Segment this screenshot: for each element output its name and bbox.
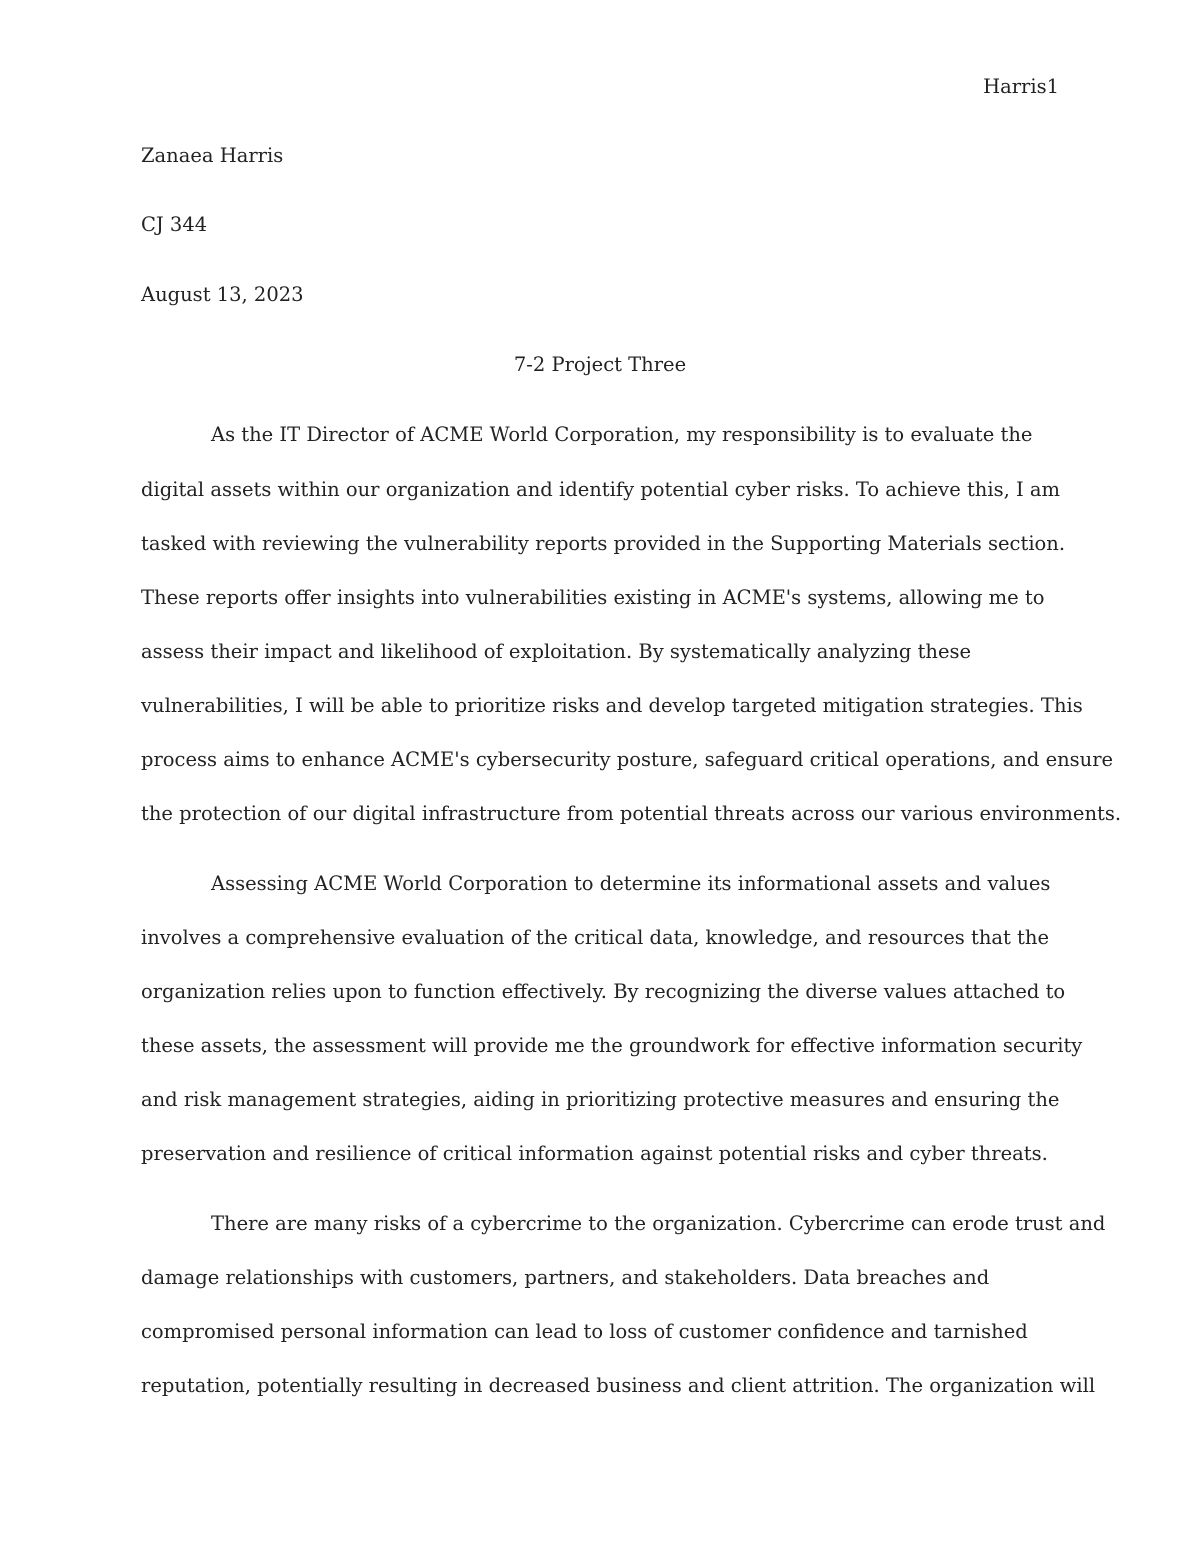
paragraph-line: There are many risks of a cybercrime to the organization. Cybercrime can erode trust and bbox=[211, 1212, 1106, 1235]
paragraph-line: digital assets within our organization and identify potential cyber risks. To achieve this, I am bbox=[141, 478, 1060, 501]
paragraph-line: These reports offer insights into vulnerabilities existing in ACME's systems, allowing me to bbox=[141, 586, 1045, 609]
paragraph-line: As the IT Director of ACME World Corporation, my responsibility is to evaluate the bbox=[211, 423, 1033, 446]
paragraph-line: vulnerabilities, I will be able to prioritize risks and develop targeted mitigation strategies. This bbox=[141, 694, 1083, 717]
paragraph-line: the protection of our digital infrastructure from potential threats across our various environments. bbox=[141, 802, 1122, 825]
submission-date: August 13, 2023 bbox=[141, 283, 304, 306]
course-code: CJ 344 bbox=[141, 213, 208, 236]
paragraph-line: organization relies upon to function effectively. By recognizing the diverse values attached to bbox=[141, 980, 1066, 1003]
paragraph-line: damage relationships with customers, partners, and stakeholders. Data breaches and bbox=[141, 1266, 990, 1289]
paragraph-line: involves a comprehensive evaluation of the critical data, knowledge, and resources that the bbox=[141, 926, 1049, 949]
paragraph-line: reputation, potentially resulting in decreased business and client attrition. The organization will bbox=[141, 1374, 1096, 1397]
paragraph-line: these assets, the assessment will provide me the groundwork for effective information security bbox=[141, 1034, 1083, 1057]
paragraph-line: assess their impact and likelihood of exploitation. By systematically analyzing these bbox=[141, 640, 972, 663]
paper-title: 7-2 Project Three bbox=[513, 353, 687, 376]
paragraph-line: Assessing ACME World Corporation to determine its informational assets and values bbox=[211, 872, 1051, 895]
paragraph-line: process aims to enhance ACME's cybersecurity posture, safeguard critical operations, and ensure bbox=[141, 748, 1114, 771]
paragraph-line: preservation and resilience of critical information against potential risks and cyber threats. bbox=[141, 1142, 1048, 1165]
paragraph-line: compromised personal information can lead to loss of customer confidence and tarnished bbox=[141, 1320, 1028, 1343]
running-head: Harris1 bbox=[983, 75, 1059, 98]
paragraph-line: tasked with reviewing the vulnerability reports provided in the Supporting Materials section. bbox=[141, 532, 1066, 555]
paragraph-line: and risk management strategies, aiding in prioritizing protective measures and ensuring the bbox=[141, 1088, 1060, 1111]
author-name: Zanaea Harris bbox=[141, 144, 284, 167]
